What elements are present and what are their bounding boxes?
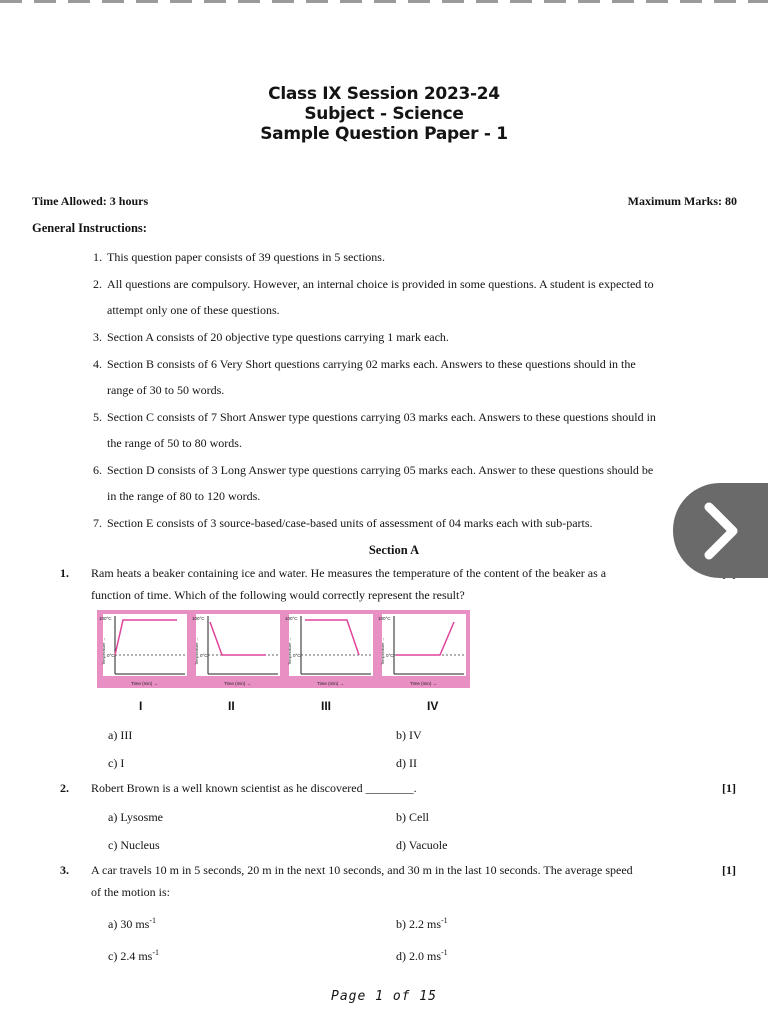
- instruction-continuation: the range of 50 to 80 words.: [107, 436, 242, 450]
- y-mid-label: 0°C: [293, 653, 301, 658]
- graph-iii: [283, 610, 377, 688]
- instruction-item: 1. This question paper consists of 39 questions in 5 sections.: [93, 250, 385, 264]
- x-axis-label: Time (min) →: [224, 681, 252, 686]
- question-text: A car travels 10 m in 5 seconds, 20 m in the next 10 seconds, and 30 m in the last 10 seconds. The average speed: [91, 863, 633, 877]
- option-d[interactable]: d) Vacuole: [396, 838, 448, 852]
- graph-ii: [190, 610, 284, 688]
- option-d[interactable]: d) 2.0 $ms^{-1}$: [396, 948, 448, 963]
- option-a[interactable]: a) III: [108, 728, 133, 742]
- y-axis-label: Temperature →: [287, 637, 292, 665]
- question-text: of the motion is:: [91, 885, 170, 899]
- time-allowed: Time Allowed: 3 hours: [32, 194, 149, 208]
- instruction-item: 7. Section E consists of 3 source-based/case-based units of assessment of 04 marks each with sub-parts.: [93, 516, 593, 530]
- graph-iv: [376, 610, 470, 688]
- option-b[interactable]: b) Cell: [396, 810, 429, 824]
- option-b[interactable]: b) IV: [396, 728, 422, 742]
- graph-label: III: [321, 699, 332, 713]
- y-top-label: 100°C: [378, 616, 391, 621]
- instruction-item: 4. Section B consists of 6 Very Short questions carrying 02 marks each. Answers to these questions should in the: [93, 357, 636, 371]
- instruction-item: 2. All questions are compulsory. However, an internal choice is provided in some questions. A student is expected to: [93, 277, 654, 291]
- chevron-right-icon: [701, 501, 741, 561]
- instruction-item: 6. Section D consists of 3 Long Answer type questions carrying 05 marks each. Answer to these questions should be: [93, 463, 654, 477]
- general-instructions-heading: General Instructions:: [32, 221, 147, 235]
- y-mid-label: 0°C: [200, 653, 208, 658]
- question-marks: [1]: [722, 863, 736, 877]
- section-a-heading: Section A: [368, 543, 420, 557]
- paper-subject: Subject - Science: [304, 104, 464, 124]
- graph-label: I: [139, 699, 143, 713]
- x-axis-label: Time (min) →: [131, 681, 159, 686]
- instruction-continuation: in the range of 80 to 120 words.: [107, 489, 261, 503]
- y-axis-label: Temperature →: [101, 637, 106, 665]
- option-c[interactable]: c) I: [108, 756, 125, 770]
- y-mid-label: 0°C: [386, 653, 394, 658]
- y-top-label: 100°C: [99, 616, 112, 621]
- max-marks: Maximum Marks: 80: [627, 194, 737, 208]
- question-number: 2.: [60, 781, 69, 795]
- option-c[interactable]: c) Nucleus: [108, 838, 160, 852]
- top-border: [0, 0, 768, 3]
- instruction-item: 5. Section C consists of 7 Short Answer type questions carrying 03 marks each. Answers to these questions should in: [93, 410, 656, 424]
- option-d[interactable]: d) II: [396, 756, 417, 770]
- option-a[interactable]: a) Lysosme: [108, 810, 163, 824]
- question-number: 3.: [60, 863, 69, 877]
- option-a[interactable]: a) 30 $ms^{-1}$: [108, 916, 157, 931]
- y-top-label: 100°C: [285, 616, 298, 621]
- instruction-item: 3. Section A consists of 20 objective type questions carrying 1 mark each.: [93, 330, 449, 344]
- option-c[interactable]: c) 2.4 $ms^{-1}$: [108, 948, 160, 963]
- paper-title: Sample Question Paper - 1: [260, 124, 508, 144]
- instruction-continuation: range of 30 to 50 words.: [107, 383, 225, 397]
- x-axis-label: Time (min) →: [410, 681, 438, 686]
- question-text: function of time. Which of the following would correctly represent the result?: [91, 588, 465, 602]
- y-axis-label: Temperature →: [380, 637, 385, 665]
- y-top-label: 100°C: [192, 616, 205, 621]
- x-axis-label: Time (min) →: [317, 681, 345, 686]
- graph-i: [97, 610, 191, 688]
- y-axis-label: Temperature →: [194, 637, 199, 665]
- question-text: Robert Brown is a well known scientist as he discovered ________.: [91, 781, 417, 795]
- page-number: Page 1 of 15: [331, 989, 437, 1004]
- question-number: 1.: [60, 566, 69, 580]
- next-page-button[interactable]: [673, 483, 768, 578]
- paper-class-session: Class IX Session 2023-24: [268, 84, 500, 104]
- graph-label: II: [228, 699, 235, 713]
- question-text: Ram heats a beaker containing ice and water. He measures the temperature of the content of the beaker as a: [91, 566, 607, 580]
- instruction-continuation: attempt only one of these questions.: [107, 303, 280, 317]
- graph-label: IV: [427, 699, 439, 713]
- option-b[interactable]: b) 2.2 $ms^{-1}$: [396, 916, 448, 931]
- y-mid-label: 0°C: [107, 653, 115, 658]
- question-marks: [1]: [722, 781, 736, 795]
